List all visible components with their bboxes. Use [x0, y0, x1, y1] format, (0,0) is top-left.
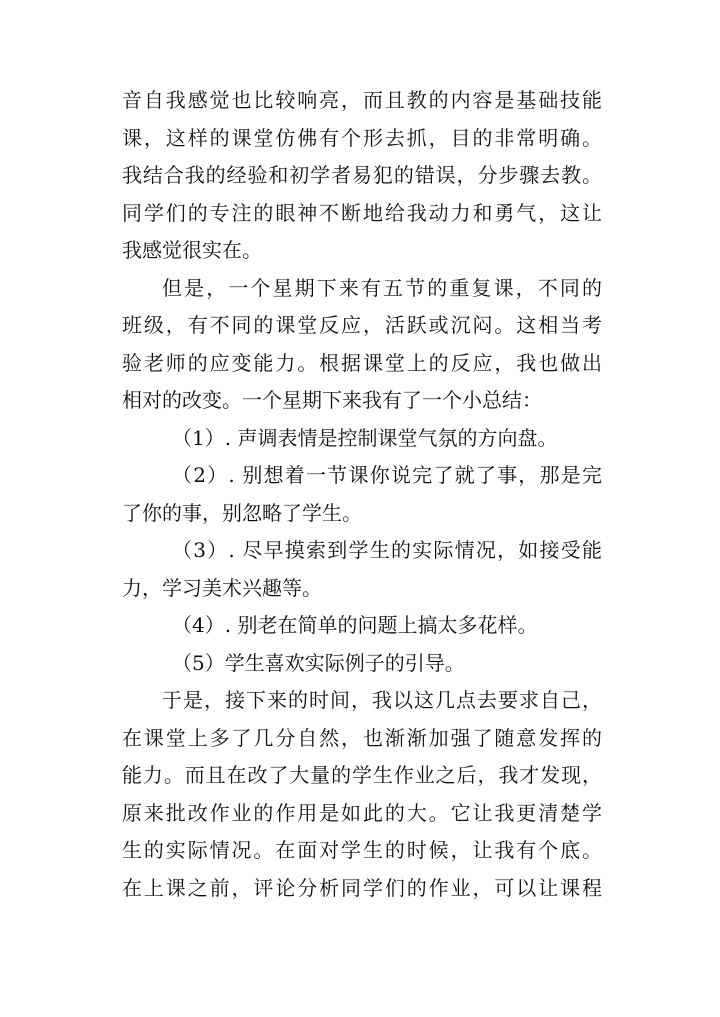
text-line: 音自我感觉也比较响亮，而且教的内容是基础技能	[122, 88, 602, 112]
text-line: 力，学习美术兴趣等。	[122, 575, 322, 600]
text-line: 班级，有不同的课堂反应，活跃或沉闷。这相当考	[122, 313, 602, 337]
text-line: 于是，接下来的时间，我以这几点去要求自己，	[162, 688, 602, 712]
text-line: 在课堂上多了几分自然，也渐渐加强了随意发挥的	[122, 725, 602, 750]
text-line: 原来批改作业的作用是如此的大。它让我更清楚学	[122, 800, 602, 825]
text-line: 验老师的应变能力。根据课堂上的反应，我也做出	[122, 350, 602, 375]
list-item: （3）. 尽早摸索到学生的实际情况，如接受能	[172, 538, 602, 562]
text-line: 我结合我的经验和初学者易犯的错误，分步骤去教。	[122, 163, 602, 187]
text-line: 生的实际情况。在面对学生的时候，让我有个底。	[122, 838, 602, 862]
text-line: 同学们的专注的眼神不断地给我动力和勇气，这让	[122, 200, 602, 225]
list-item: （5）学生喜欢实际例子的引导。	[172, 650, 465, 675]
list-item: （2）. 别想着一节课你说完了就了事，那是完	[172, 463, 602, 487]
text-line: 但是，一个星期下来有五节的重复课，不同的	[162, 275, 602, 300]
body-text	[122, 82, 602, 907]
list-item: （4）. 别老在简单的问题上搞太多花样。	[172, 613, 538, 637]
list-item: （1）. 声调表情是控制课堂气氛的方向盘。	[172, 425, 558, 450]
text-line: 在上课之前，评论分析同学们的作业，可以让课程	[122, 875, 602, 900]
text-line: 了你的事，别忽略了学生。	[122, 500, 362, 525]
text-line: 课，这样的课堂仿佛有个形去抓，目的非常明确。	[122, 125, 602, 150]
text-line: 我感觉很实在。	[122, 238, 262, 262]
text-line: 能力。而且在改了大量的学生作业之后，我才发现，	[122, 763, 602, 787]
text-line: 相对的改变。一个星期下来我有了一个小总结：	[122, 388, 542, 412]
